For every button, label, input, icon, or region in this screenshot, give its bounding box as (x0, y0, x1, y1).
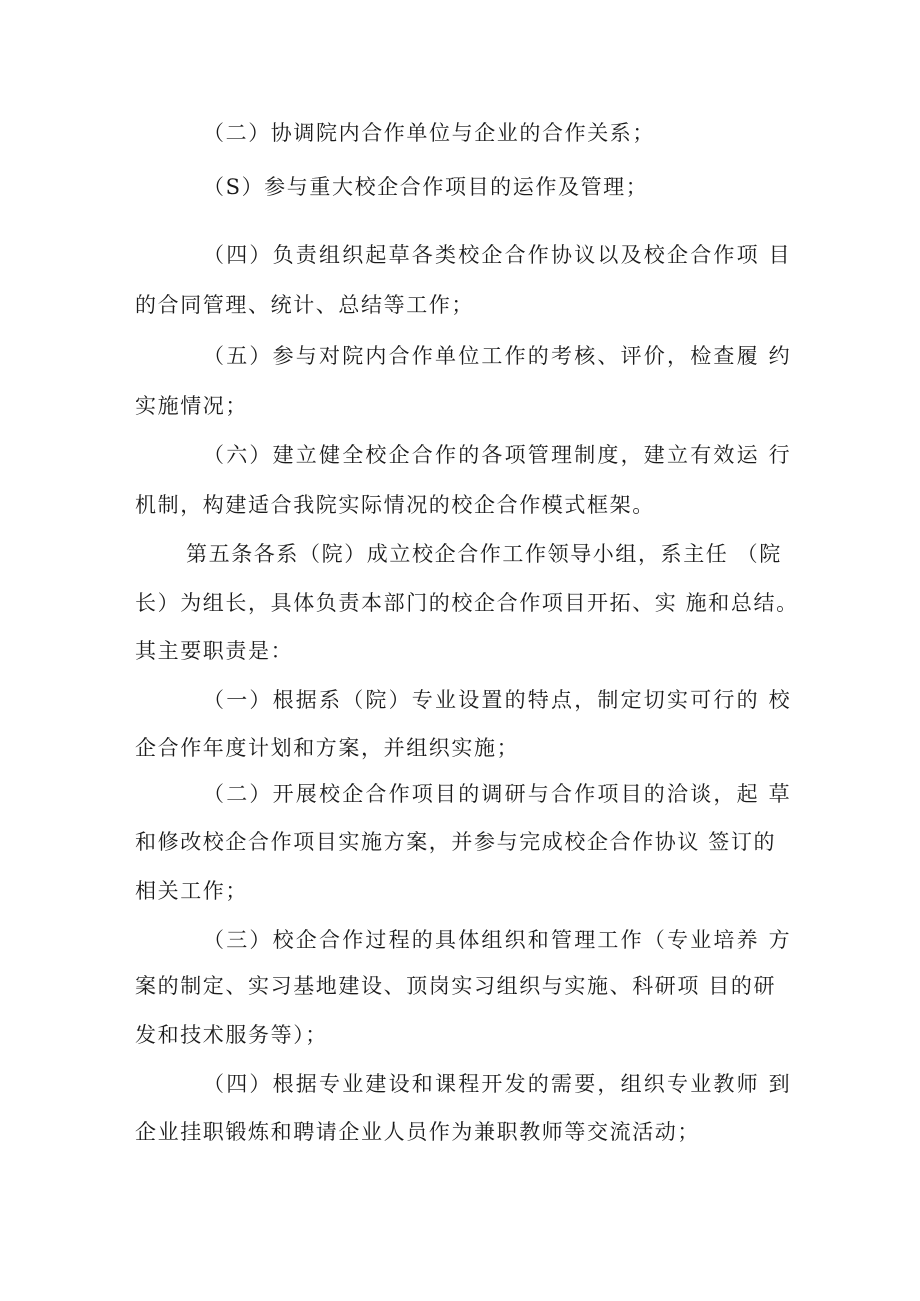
paragraph-line: 案的制定、实习基地建设、顶岗实习组织与实施、科研项 目的研 (135, 974, 777, 998)
paragraph-line: 机制，构建适合我院实际情况的校企合作模式框架。 (135, 493, 655, 517)
paragraph-line: （六）建立健全校企合作的各项管理制度，建立有效运 行 (203, 443, 792, 467)
paragraph-line: 相关工作； (135, 879, 248, 903)
paragraph-line: （二）开展校企合作项目的调研与合作项目的洽谈，起 草 (203, 782, 792, 806)
paragraph-line: （四）负责组织起草各类校企合作协议以及校企合作项 目 (203, 243, 792, 267)
paragraph-line: 长）为组长，具体负责本部门的校企合作项目开拓、实 施和总结。 (135, 591, 799, 615)
paragraph-line: （S）参与重大校企合作项目的运作及管理； (203, 175, 649, 199)
paragraph-line: （五）参与对院内合作单位工作的考核、评价，检查履 约 (203, 344, 792, 368)
paragraph-line: 发和技术服务等）； (135, 1023, 328, 1047)
paragraph-line: （一）根据系（院）专业设置的特点，制定切实可行的 校 (203, 688, 792, 712)
paragraph-line: 企业挂职锻炼和聘请企业人员作为兼职教师等交流活动； (135, 1120, 700, 1144)
paragraph-line: 的合同管理、统计、总结等工作； (135, 293, 474, 317)
paragraph-line: 其主要职责是： (135, 639, 294, 663)
paragraph-line: 第五条各系（院）成立校企合作工作领导小组，系主任 （院 (186, 542, 782, 566)
paragraph-line: 和修改校企合作项目实施方案，并参与完成校企合作协议 签订的 (135, 830, 777, 854)
paragraph-line: 实施情况； (135, 394, 248, 418)
paragraph-line: （三）校企合作过程的具体组织和管理工作（专业培养 方 (203, 928, 792, 952)
paragraph-line: （四）根据专业建设和课程开发的需要，组织专业教师 到 (203, 1072, 792, 1096)
paragraph-line: 企合作年度计划和方案，并组织实施； (135, 736, 520, 760)
paragraph-line: （二）协调院内合作单位与企业的合作关系； (203, 121, 655, 145)
